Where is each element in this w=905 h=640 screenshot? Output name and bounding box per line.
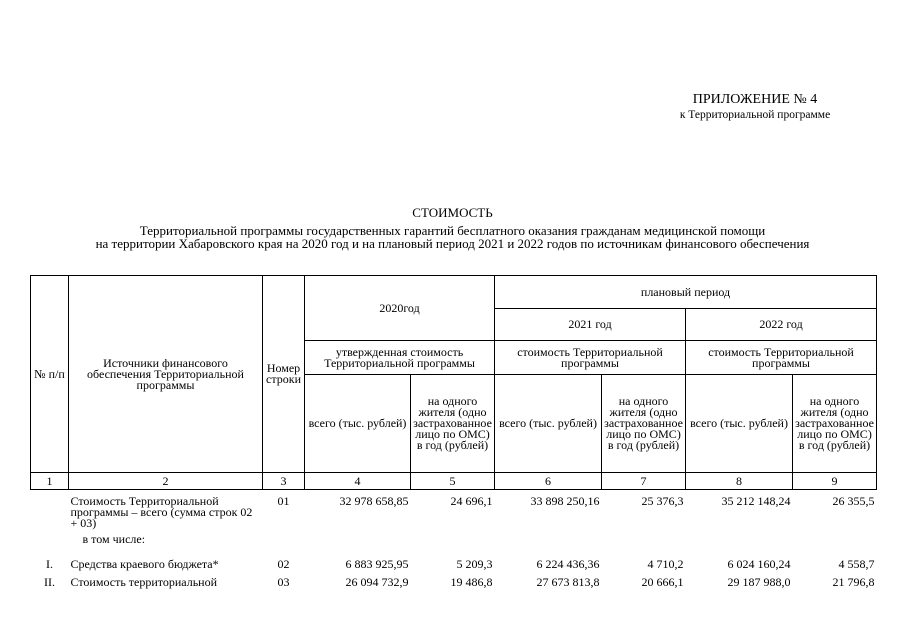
value-2020-per-capita: 24 696,1 — [450, 494, 493, 508]
header-year-2022: 2022 год — [686, 309, 877, 341]
value-2020-per-capita: 5 209,3 — [456, 556, 493, 571]
header-source: Источники финансового обеспечения Территориальной программы — [69, 276, 263, 473]
row-no: II. — [44, 574, 55, 589]
column-number: 6 — [495, 473, 602, 490]
subtitle-line-2: на территории Хабаровского края на 2020 год и на плановый период 2021 и 2022 годов по источникам финансового обеспечения — [95, 236, 810, 251]
value-2022-total: 6 024 160,24 — [727, 556, 791, 571]
value-2021-total: 33 898 250,16 — [530, 494, 600, 508]
header-cost-2022: стоимость Территориальной программы — [686, 341, 877, 375]
row-no: I. — [46, 556, 53, 571]
value-2020-per-capita: 19 486,8 — [450, 574, 493, 589]
value-2020-per-capita — [411, 534, 495, 554]
header-approved-cost: утвержденная стоимость Территориальной программы — [305, 341, 495, 375]
value-2022-total — [686, 534, 793, 554]
value-2021-per-capita — [602, 534, 686, 554]
header-year-2020: 2020год — [305, 276, 495, 341]
value-2021-total: 6 224 436,36 — [536, 556, 600, 571]
value-2022-per-capita: 4 558,7 — [838, 556, 875, 571]
value-2021-total: 27 673 813,8 — [536, 574, 600, 589]
header-total-2020: всего (тыс. рублей) — [305, 375, 411, 473]
header-total-2022: всего (тыс. рублей) — [686, 375, 793, 473]
column-number: 7 — [602, 473, 686, 490]
header-per-capita-2022: на одного жителя (одно застрахованное лицо по ОМС) в год (рублей) — [793, 375, 877, 473]
column-number: 4 — [305, 473, 411, 490]
header-total-2021: всего (тыс. рублей) — [495, 375, 602, 473]
column-numbers-row — [31, 473, 877, 490]
row-source: в том числе: — [82, 531, 146, 546]
column-number: 3 — [263, 473, 305, 490]
document-title: СТОИМОСТЬ — [412, 205, 493, 220]
value-2020-total: 26 094 732,9 — [345, 574, 409, 589]
column-number: 1 — [31, 473, 69, 490]
column-number: 8 — [686, 473, 793, 490]
value-2021-per-capita: 20 666,1 — [641, 574, 684, 589]
document-subtitle — [0, 224, 905, 250]
row-number: 01 — [277, 494, 290, 508]
value-2022-total: 35 212 148,24 — [721, 494, 791, 508]
table-row — [31, 534, 877, 554]
value-2021-per-capita: 25 376,3 — [641, 494, 684, 508]
value-2022-per-capita — [793, 534, 877, 554]
header-year-2021: 2021 год — [495, 309, 686, 341]
header-per-capita-2021: на одного жителя (одно застрахованное лицо по ОМС) в год (рублей) — [602, 375, 686, 473]
row-source: Средства краевого бюджета* — [70, 556, 219, 571]
row-source: Стоимость территориальной — [70, 574, 218, 589]
row-number: 03 — [277, 574, 290, 589]
row-number: 02 — [277, 556, 290, 571]
value-2021-total — [495, 534, 602, 554]
cost-table — [30, 275, 877, 594]
column-number: 2 — [69, 473, 263, 490]
value-2022-total: 29 187 988,0 — [727, 574, 791, 589]
header-row-number: Номер строки — [263, 276, 305, 473]
row-source: Стоимость Территориальной программы – всего (сумма строк 02 + 03) — [70, 494, 253, 530]
value-2021-per-capita: 4 710,2 — [647, 556, 684, 571]
value-2022-per-capita: 21 796,8 — [832, 574, 875, 589]
column-number: 9 — [793, 473, 877, 490]
appendix-header — [640, 92, 870, 122]
appendix-reference: к Территориальной программе — [679, 109, 831, 121]
value-2020-total — [305, 534, 411, 554]
row-number — [263, 534, 305, 554]
value-2020-total: 32 978 658,85 — [339, 494, 409, 508]
value-2022-per-capita: 26 355,5 — [832, 494, 875, 508]
appendix-number: ПРИЛОЖЕНИЕ № 4 — [692, 92, 818, 107]
table-row — [31, 574, 877, 594]
row-no — [31, 534, 69, 554]
subtitle-line-1: Территориальной программы государственных гарантий бесплатного оказания гражданам медицинской помощи — [139, 223, 766, 238]
header-no: № п/п — [31, 276, 69, 473]
column-number: 5 — [411, 473, 495, 490]
table-row — [31, 490, 877, 534]
header-planned-period: плановый период — [495, 276, 877, 309]
row-no — [31, 490, 69, 534]
header-cost-2021: стоимость Территориальной программы — [495, 341, 686, 375]
value-2020-total: 6 883 925,95 — [345, 556, 409, 571]
header-per-capita-2020: на одного жителя (одно застрахованное лицо по ОМС) в год (рублей) — [411, 375, 495, 473]
table-row — [31, 554, 877, 574]
